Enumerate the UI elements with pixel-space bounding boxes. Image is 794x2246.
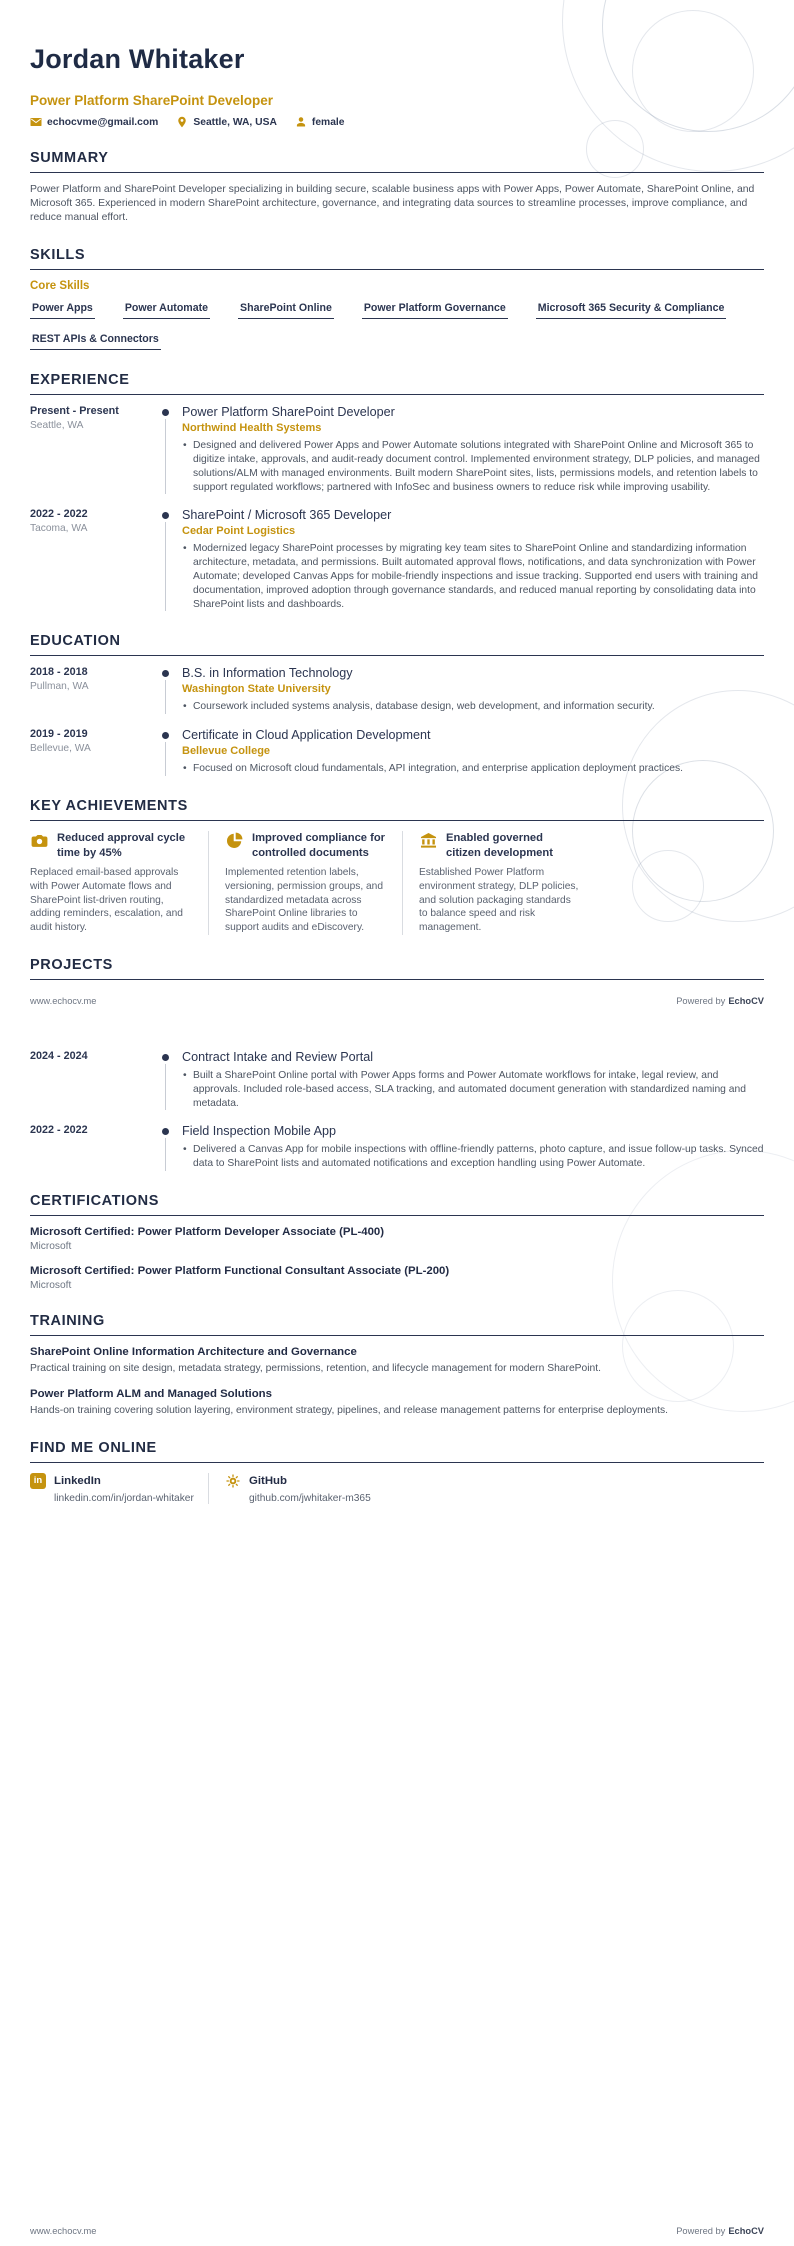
achievement-item: [30, 831, 208, 935]
skill-item: REST APIs & Connectors: [30, 333, 161, 350]
timeline: [148, 666, 182, 714]
contact-row: [30, 116, 764, 128]
contact-gender-text: female: [311, 116, 345, 128]
certification-entry: [30, 1265, 764, 1291]
contact-location: [176, 116, 277, 128]
entry-dates: 2018 - 2018: [30, 666, 88, 679]
footer-brand: EchoCV: [728, 996, 764, 1007]
entry-bullet: • Designed and delivered Power Apps and Power Automate solutions integrated with SharePoint Online and Microsoft 365 to digitize intake, approvals, and audit-ready document control. Implemented environment strategy, DLP policies, and managed solutions/ALM with managed environments. Built modern SharePoint sites, lists, permissions models, and retention labels to support regulated workflows; partnered with InfoSec and business owners to reduce risk while improving usability.: [182, 439, 764, 494]
section-skills: [30, 247, 764, 350]
entry-bullets: [182, 1143, 764, 1171]
project-entry: [30, 1050, 764, 1110]
timeline-dot-icon: [162, 670, 169, 677]
linkedin-icon: in: [30, 1473, 46, 1489]
skills-heading: SKILLS: [30, 247, 764, 270]
online-label: GitHub: [249, 1474, 287, 1487]
timeline-dot-icon: [162, 732, 169, 739]
online-url[interactable]: linkedin.com/in/jordan-whitaker: [54, 1492, 194, 1504]
timeline: [148, 405, 182, 494]
experience-entry: [30, 508, 764, 611]
entry-company: Northwind Health Systems: [182, 422, 322, 435]
entry-dates-column: [30, 1124, 148, 1171]
section-certifications: [30, 1193, 764, 1291]
github-gear-icon: [225, 1473, 241, 1489]
training-entry: [30, 1388, 764, 1418]
candidate-name: Jordan Whitaker: [30, 44, 245, 75]
entry-dates-column: [30, 1050, 148, 1110]
entry-location: Seattle, WA: [30, 420, 84, 432]
training-entry: [30, 1346, 764, 1376]
training-description: Practical training on site design, metadata strategy, permissions, retention, and lifecycle management for modern SharePoint.: [30, 1363, 602, 1374]
entry-location: Bellevue, WA: [30, 743, 91, 755]
footer-site-link[interactable]: www.echocv.me: [30, 996, 97, 1007]
entry-degree: B.S. in Information Technology: [182, 666, 353, 681]
page-break-gap: [30, 1006, 764, 1050]
entry-role: Power Platform SharePoint Developer: [182, 405, 395, 420]
footer-site-link[interactable]: www.echocv.me: [30, 2226, 97, 2236]
summary-text: Power Platform and SharePoint Developer specializing in building secure, scalable business apps with Power Apps, Power Automate, SharePoint Online, and Microsoft 365. Experienced in modern SharePoint architecture, governance, and integrating data sources to streamline processes, improve compliance, and reduce manual effort.: [30, 184, 755, 224]
footer-powered-prefix: Powered by: [676, 996, 726, 1007]
achievement-description: Established Power Platform environment strategy, DLP policies, and solution packaging standards to balance speed and risk management.: [419, 867, 579, 934]
achievement-item: [402, 831, 596, 935]
entry-dates-column: [30, 405, 148, 494]
achievements-grid: [30, 831, 764, 935]
entry-location: Pullman, WA: [30, 681, 89, 693]
achievement-head: [225, 831, 386, 860]
entry-dates-column: [30, 508, 148, 611]
online-profile-linkedin: [30, 1473, 208, 1504]
section-education: [30, 633, 764, 776]
timeline-dot-icon: [162, 1054, 169, 1061]
skill-item: Microsoft 365 Security & Compliance: [536, 302, 727, 319]
footer-powered: [676, 2226, 764, 2236]
education-heading: EDUCATION: [30, 633, 764, 656]
certification-issuer: Microsoft: [30, 1241, 72, 1252]
linkedin-link[interactable]: [30, 1473, 208, 1489]
timeline: [148, 508, 182, 611]
section-find-me-online: [30, 1440, 764, 1504]
certification-issuer: Microsoft: [30, 1280, 72, 1291]
entry-body: [182, 728, 764, 776]
contact-email[interactable]: [30, 116, 158, 128]
education-entry: [30, 728, 764, 776]
entry-dates: 2022 - 2022: [30, 1124, 88, 1137]
entry-bullet: • Focused on Microsoft cloud fundamentals, API integration, and enterprise application deployment practices.: [182, 762, 764, 776]
education-entry: [30, 666, 764, 714]
section-projects: [30, 957, 764, 980]
section-key-achievements: [30, 798, 764, 935]
timeline-line: [165, 522, 166, 611]
candidate-title: Power Platform SharePoint Developer: [30, 93, 274, 109]
timeline-dot-icon: [162, 1128, 169, 1135]
entry-bullets: [182, 700, 764, 714]
skill-item: SharePoint Online: [238, 302, 334, 319]
contact-location-text: Seattle, WA, USA: [193, 116, 277, 128]
email-icon: [30, 116, 42, 128]
achievement-item: [208, 831, 402, 935]
header: [30, 44, 764, 128]
section-summary: [30, 150, 764, 225]
entry-dates: Present - Present: [30, 405, 119, 418]
timeline: [148, 1124, 182, 1171]
project-title: Contract Intake and Review Portal: [182, 1050, 374, 1065]
certifications-heading: CERTIFICATIONS: [30, 1193, 764, 1216]
section-experience: [30, 372, 764, 611]
bank-icon: [419, 831, 438, 850]
timeline-line: [165, 1138, 166, 1171]
entry-dates: 2024 - 2024: [30, 1050, 88, 1063]
entry-body: [182, 666, 764, 714]
entry-body: [182, 1050, 764, 1110]
entry-bullets: [182, 762, 764, 776]
entry-company: Cedar Point Logistics: [182, 525, 296, 538]
entry-bullets: [182, 542, 764, 611]
entry-dates: 2022 - 2022: [30, 508, 88, 521]
entry-bullet: • Built a SharePoint Online portal with Power Apps forms and Power Automate workflows for intake, legal review, and approvals. Included role-based access, SLA tracking, and automated document generation with standardized naming and metadata.: [182, 1069, 764, 1110]
camera-icon: [30, 831, 49, 850]
skill-item: Power Platform Governance: [362, 302, 508, 319]
skill-item: Power Apps: [30, 302, 95, 319]
project-title: Field Inspection Mobile App: [182, 1124, 337, 1139]
timeline-line: [165, 680, 166, 714]
experience-heading: EXPERIENCE: [30, 372, 764, 395]
timeline-dot-icon: [162, 512, 169, 519]
achievement-description: Replaced email-based approvals with Power Automate flows and SharePoint list-driven routing, adding reminders, escalation, and audit history.: [30, 867, 183, 934]
location-pin-icon: [176, 116, 188, 128]
section-training: [30, 1313, 764, 1418]
entry-body: [182, 508, 764, 611]
entry-dates: 2019 - 2019: [30, 728, 88, 741]
pie-chart-icon: [225, 831, 244, 850]
entry-body: [182, 405, 764, 494]
online-label: LinkedIn: [54, 1474, 101, 1487]
footer-powered: [676, 996, 764, 1006]
timeline: [148, 1050, 182, 1110]
training-title: Power Platform ALM and Managed Solutions: [30, 1387, 272, 1400]
contact-email-text: echocvme@gmail.com: [47, 116, 159, 128]
github-link[interactable]: [225, 1473, 418, 1489]
achievement-title: Enabled governed citizen development: [446, 832, 553, 859]
skills-group-label: Core Skills: [30, 280, 90, 293]
projects-heading: PROJECTS: [30, 957, 764, 980]
achievements-heading: KEY ACHIEVEMENTS: [30, 798, 764, 821]
entry-bullet: • Modernized legacy SharePoint processes by migrating key team sites to SharePoint Online and standardizing information architecture, metadata, and permissions. Built automated approval flows, notifications, and data synchronization with Power Automate; developed Canvas Apps for mobile-friendly inspections and issue tracking. Supported end users with training and documentation, improved adoption through governance standards, and reduced manual reporting by consolidating data into SharePoint lists and dashboards.: [182, 542, 764, 611]
achievement-title: Reduced approval cycle time by 45%: [57, 832, 186, 859]
timeline-line: [165, 742, 166, 776]
achievement-head: [419, 831, 580, 860]
page-footer: [30, 996, 764, 1006]
entry-dates-column: [30, 666, 148, 714]
timeline-dot-icon: [162, 409, 169, 416]
achievement-head: [30, 831, 192, 860]
entry-bullet: • Delivered a Canvas App for mobile inspections with offline-friendly patterns, photo capture, and issue follow-up tasks. Synced data to SharePoint lists and automated notifications and exception handling using Power Automate.: [182, 1143, 764, 1171]
experience-entry: [30, 405, 764, 494]
footer-powered-prefix: Powered by: [676, 2226, 726, 2236]
achievement-title: Improved compliance for controlled documents: [252, 832, 386, 859]
certification-entry: [30, 1226, 764, 1252]
timeline: [148, 728, 182, 776]
entry-school: Bellevue College: [182, 745, 271, 758]
person-icon: [295, 116, 307, 128]
entry-school: Washington State University: [182, 683, 331, 696]
entry-dates-column: [30, 728, 148, 776]
entry-body: [182, 1124, 764, 1171]
entry-bullets: [182, 1069, 764, 1110]
certification-title: Microsoft Certified: Power Platform Functional Consultant Associate (PL-200): [30, 1265, 450, 1277]
footer-brand: EchoCV: [728, 2226, 764, 2236]
section-projects-entries: [30, 1050, 764, 1171]
achievement-description: Implemented retention labels, versioning, permission groups, and standardized metadata across SharePoint Online libraries to support audits and eDiscovery.: [225, 867, 383, 934]
online-url[interactable]: github.com/jwhitaker-m365: [249, 1492, 371, 1504]
training-heading: TRAINING: [30, 1313, 764, 1336]
summary-heading: SUMMARY: [30, 150, 764, 173]
project-entry: [30, 1124, 764, 1171]
training-description: Hands-on training covering solution layering, environment strategy, pipelines, and release management patterns for enterprise deployments.: [30, 1404, 668, 1416]
find-me-online-heading: FIND ME ONLINE: [30, 1440, 764, 1463]
entry-bullets: [182, 439, 764, 494]
training-title: SharePoint Online Information Architecture and Governance: [30, 1346, 357, 1358]
contact-gender: [295, 116, 345, 128]
online-grid: [30, 1473, 764, 1504]
entry-role: SharePoint / Microsoft 365 Developer: [182, 508, 392, 523]
skills-list: [30, 302, 764, 350]
entry-degree: Certificate in Cloud Application Development: [182, 728, 431, 743]
skill-item: Power Automate: [123, 302, 210, 319]
online-profile-github: [208, 1473, 418, 1504]
page-footer: [30, 2226, 764, 2236]
timeline-line: [165, 1064, 166, 1110]
timeline-line: [165, 419, 166, 494]
certification-title: Microsoft Certified: Power Platform Developer Associate (PL-400): [30, 1226, 385, 1238]
entry-bullet: • Coursework included systems analysis, database design, web development, and information security.: [182, 700, 764, 714]
entry-location: Tacoma, WA: [30, 523, 88, 535]
